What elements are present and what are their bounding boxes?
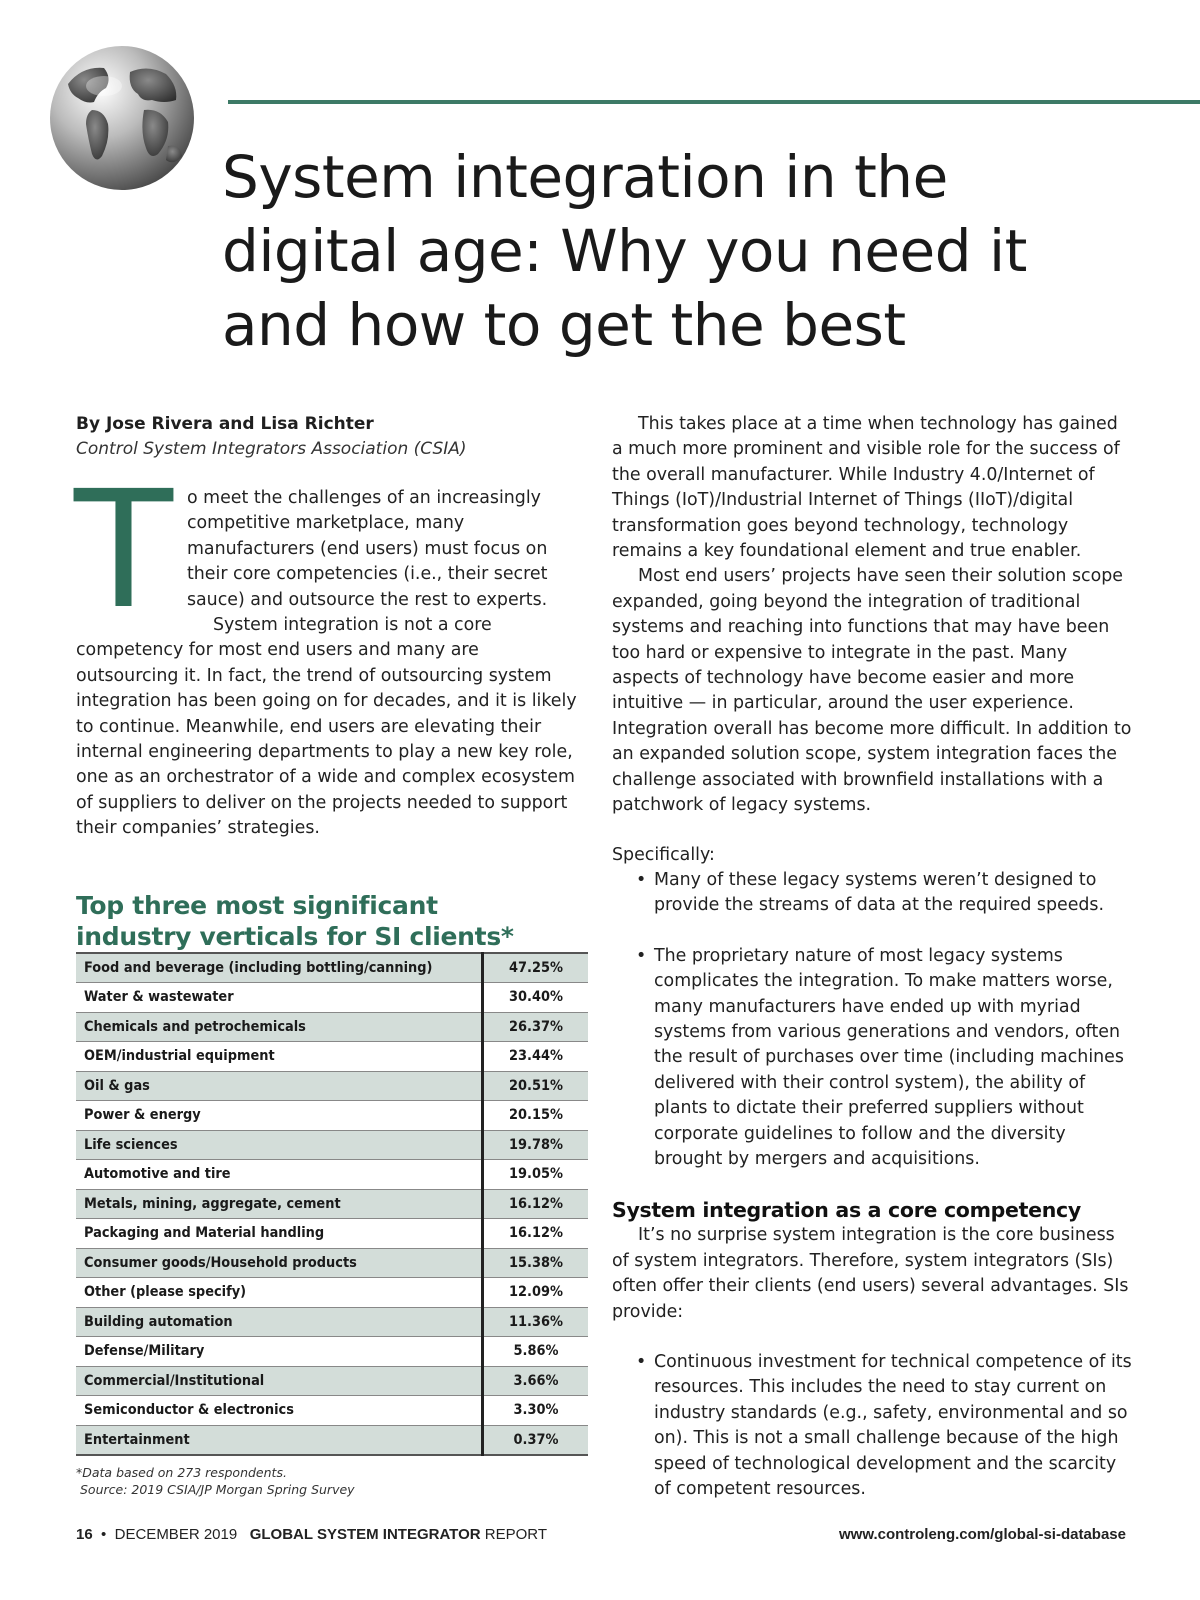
industry-label: Commercial/Institutional	[76, 1366, 483, 1396]
publication-name: GLOBAL SYSTEM INTEGRATOR	[249, 1526, 481, 1543]
affiliation: Control System Integrators Association (CSIA)	[76, 439, 467, 459]
industry-percentage: 0.37%	[483, 1425, 589, 1455]
footnote-respondents: *Data based on 273 respondents.	[76, 1465, 287, 1481]
industry-percentage: 20.15%	[483, 1101, 589, 1131]
intro-paragraph-1: o meet the challenges of an increasingly competitive marketplace, many manufacturers (end users) must focus on their core competencies (i.e., their secret sauce) and outsource the rest to experts.	[186, 488, 548, 610]
legacy-bullets	[612, 868, 1132, 1172]
industry-label: OEM/industrial equipment	[76, 1042, 483, 1072]
section-subhead: System integration as a core competency	[612, 1198, 1081, 1223]
table-row	[76, 1425, 588, 1455]
industry-percentage: 20.51%	[483, 1071, 589, 1101]
drop-cap: T	[74, 457, 173, 645]
publication-suffix: REPORT	[484, 1526, 547, 1543]
table-row	[76, 1219, 588, 1249]
industry-percentage: 3.66%	[483, 1366, 589, 1396]
right-column	[612, 412, 1132, 1527]
table-row	[76, 1071, 588, 1101]
table-title-line: Top three most significant	[76, 890, 438, 920]
globe-icon	[48, 44, 196, 192]
industry-percentage: 15.38%	[483, 1248, 589, 1278]
title-line: and how to get the best	[222, 291, 906, 359]
table-row	[76, 1160, 588, 1190]
industry-label: Power & energy	[76, 1101, 483, 1131]
table-row	[76, 1012, 588, 1042]
industry-label: Oil & gas	[76, 1071, 483, 1101]
article-title	[222, 140, 1122, 362]
industry-percentage: 3.30%	[483, 1396, 589, 1426]
table-row	[76, 1248, 588, 1278]
industry-label: Life sciences	[76, 1130, 483, 1160]
industry-label: Entertainment	[76, 1425, 483, 1455]
bullet-item: • Many of these legacy systems weren’t designed to provide the streams of data at the required speeds.	[612, 868, 1132, 919]
industry-label: Water & wastewater	[76, 983, 483, 1013]
industry-percentage: 16.12%	[483, 1219, 589, 1249]
issue-date: DECEMBER 2019	[114, 1526, 238, 1543]
industry-percentage: 26.37%	[483, 1012, 589, 1042]
right-paragraph-1: This takes place at a time when technology has gained a much more prominent and visible role for the success of the overall manufacturer. While Industry 4.0/Internet of Things (IoT)/Industrial Internet of Things (IIoT)/digital transformation goes beyond technology, technology remains a key foundational element and true enabler.	[612, 414, 1120, 562]
industry-percentage: 5.86%	[483, 1337, 589, 1367]
si-advantages-bullets	[612, 1350, 1132, 1502]
footnote-source: Source: 2019 CSIA/JP Morgan Spring Survey	[79, 1482, 355, 1498]
website-link[interactable]: www.controleng.com/global-si-database	[839, 1526, 1126, 1543]
industry-label: Automotive and tire	[76, 1160, 483, 1190]
industry-percentage: 47.25%	[483, 953, 589, 983]
bullet-item: • The proprietary nature of most legacy systems complicates the integration. To make matters worse, many manufacturers have ended up with myriad systems from various generations and vendors, often the result of purchases over time (including machines delivered with their control system), the ability of plants to dictate their preferred suppliers without corporate guidelines to follow and the diversity brought by mergers and acquisitions.	[612, 944, 1132, 1173]
table-row	[76, 1130, 588, 1160]
industry-label: Building automation	[76, 1307, 483, 1337]
bullet-item: • Continuous investment for technical competence of its resources. This includes the need to stay current on industry standards (e.g., safety, environmental and so on). This is not a small challenge because of the high speed of technological development and the scarcity of competent resources.	[612, 1350, 1132, 1502]
subhead-paragraph: It’s no surprise system integration is the core business of system integrators. Therefore, system integrators (SIs) often offer their clients (end users) several advantages. SIs provide:	[612, 1225, 1129, 1322]
table-row	[76, 1307, 588, 1337]
industry-percentage: 19.78%	[483, 1130, 589, 1160]
industry-percentage: 23.44%	[483, 1042, 589, 1072]
left-column	[76, 412, 586, 1498]
industry-label: Metals, mining, aggregate, cement	[76, 1189, 483, 1219]
table-title-line: industry verticals for SI clients*	[76, 921, 514, 951]
table-row	[76, 953, 588, 983]
industry-percentage: 19.05%	[483, 1160, 589, 1190]
table-row	[76, 1101, 588, 1131]
industry-label: Other (please specify)	[76, 1278, 483, 1308]
industry-label: Chemicals and petrochemicals	[76, 1012, 483, 1042]
header-rule	[228, 100, 1200, 104]
intro	[74, 457, 586, 842]
table-title	[76, 890, 586, 952]
table-row	[76, 1366, 588, 1396]
table-footnote	[76, 1464, 586, 1498]
industry-label: Food and beverage (including bottling/canning)	[76, 953, 483, 983]
footer-separator: •	[101, 1526, 107, 1543]
specifically-label: Specifically:	[612, 844, 715, 865]
industry-label: Semiconductor & electronics	[76, 1396, 483, 1426]
byline: By Jose Rivera and Lisa Richter	[76, 414, 374, 434]
industry-label: Consumer goods/Household products	[76, 1248, 483, 1278]
table-row	[76, 1278, 588, 1308]
industry-percentage: 11.36%	[483, 1307, 589, 1337]
right-paragraph-2: Most end users’ projects have seen their solution scope expanded, going beyond the integration of traditional systems and reaching into functions that may have been too hard or expensive to integrate in the past. Many aspects of technology have become easier and more intuitive — in particular, around the user experience. Integration overall has become more difficult. In addition to an expanded solution scope, system integration faces the challenge associated with brownfield installations with a patchwork of legacy systems.	[612, 566, 1132, 816]
page-number: 16	[76, 1526, 93, 1543]
table-row	[76, 1337, 588, 1367]
page-footer	[76, 1526, 1126, 1543]
table-row	[76, 1042, 588, 1072]
industry-percentage: 16.12%	[483, 1189, 589, 1219]
industry-verticals-table	[76, 952, 588, 1457]
industry-label: Defense/Military	[76, 1337, 483, 1367]
industry-percentage: 12.09%	[483, 1278, 589, 1308]
intro-paragraph-2: System integration is not a core competency for most end users and many are outsourcing it. In fact, the trend of outsourcing system integration has been going on for decades, and it is likely to continue. Meanwhile, end users are elevating their internal engineering departments to play a new key role, one as an orchestrator of a wide and complex ecosystem of suppliers to deliver on the projects needed to support their companies’ strategies.	[76, 615, 577, 839]
title-line: System integration in the	[222, 143, 948, 211]
industry-percentage: 30.40%	[483, 983, 589, 1013]
table-row	[76, 1396, 588, 1426]
industry-label: Packaging and Material handling	[76, 1219, 483, 1249]
title-line: digital age: Why you need it	[222, 217, 1027, 285]
table-row	[76, 1189, 588, 1219]
table-row	[76, 983, 588, 1013]
